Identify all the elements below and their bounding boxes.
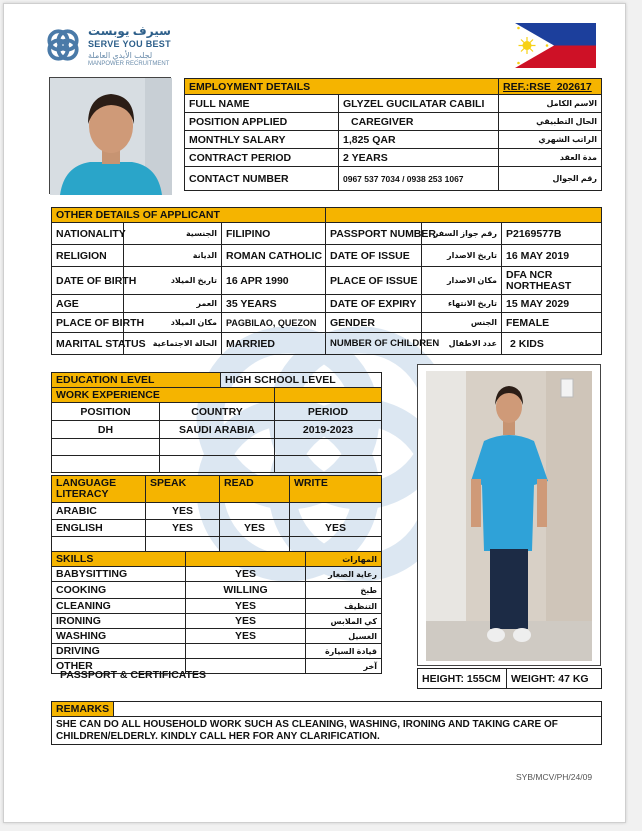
position-applied-value: CAREGIVER	[339, 113, 499, 131]
other-details-header: OTHER DETAILS OF APPLICANT	[52, 208, 326, 223]
date-of-birth-value: 16 APR 1990	[222, 267, 326, 295]
work-period-cell	[275, 456, 382, 473]
skill-value: YES	[186, 567, 306, 582]
skills-header-arabic: المهارات	[306, 552, 382, 567]
work-experience-header: WORK EXPERIENCE	[52, 388, 275, 403]
contact-number-arabic: رقم الجوال	[499, 167, 602, 191]
work-position-cell: DH	[52, 421, 160, 439]
nationality-label: NATIONALITY	[52, 223, 124, 245]
marital-status-arabic: الحالة الاجتماعية	[124, 333, 222, 355]
skill-arabic: التنظيف	[306, 599, 382, 614]
passport-number-value: P2169577B	[502, 223, 602, 245]
skill-label: IRONING	[52, 614, 186, 629]
language-read-header: READ	[220, 476, 290, 503]
gender-label: GENDER	[326, 313, 422, 333]
skill-arabic: كي الملابس	[306, 614, 382, 629]
reference-number: REF.:RSE_202617	[499, 79, 602, 95]
logo-arabic-name: سيرف يوبست	[88, 24, 171, 38]
skill-label: OTHER	[52, 659, 186, 674]
language-read-cell: YES	[220, 520, 290, 537]
work-position-cell	[52, 439, 160, 456]
contract-period-arabic: مدة العقد	[499, 149, 602, 167]
skill-label: COOKING	[52, 582, 186, 599]
gender-arabic: الجنس	[422, 313, 502, 333]
place-of-birth-label: PLACE OF BIRTH	[52, 313, 124, 333]
language-speak-cell	[146, 537, 220, 552]
work-experience-table	[51, 387, 382, 473]
applicant-photo-full-frame	[417, 364, 601, 666]
religion-value: ROMAN CATHOLIC	[222, 245, 326, 267]
work-period-cell: 2019-2023	[275, 421, 382, 439]
position-applied-label: POSITION APPLIED	[185, 113, 339, 131]
skill-value: YES	[186, 629, 306, 644]
date-of-issue-value: 16 MAY 2019	[502, 245, 602, 267]
date-of-expiry-value: 15 MAY 2029	[502, 295, 602, 313]
skill-label: BABYSITTING	[52, 567, 186, 582]
full-name-arabic: الاسم الكامل	[499, 95, 602, 113]
language-speak-cell: YES	[146, 503, 220, 520]
logo-name: SERVE YOU BEST	[88, 39, 171, 49]
language-read-cell	[220, 503, 290, 520]
skill-value: YES	[186, 614, 306, 629]
date-of-birth-arabic: تاريخ الميلاد	[124, 267, 222, 295]
language-name-cell: ENGLISH	[52, 520, 146, 537]
full-name-value: GLYZEL GUCILATAR CABILI	[339, 95, 499, 113]
applicant-photo-full	[426, 371, 592, 661]
language-write-header: WRITE	[290, 476, 382, 503]
remarks-header-fill	[114, 702, 602, 717]
other-details-header-fill	[326, 208, 602, 223]
table-row	[52, 520, 382, 537]
language-literacy-header: LANGUAGE LITERACY	[52, 476, 146, 503]
table-row	[52, 439, 382, 456]
logo-arabic-tagline: لجلب الأيدي العاملة	[88, 51, 153, 60]
place-of-birth-arabic: مكان الميلاد	[124, 313, 222, 333]
number-of-children-value: 2 KIDS	[502, 333, 602, 355]
applicant-photo-small	[49, 77, 171, 194]
weight-value: WEIGHT: 47 KG	[507, 669, 602, 689]
number-of-children-label: NUMBER OF CHILDREN	[326, 333, 422, 355]
table-row	[52, 644, 382, 659]
skills-table	[51, 551, 382, 674]
table-row	[52, 599, 382, 614]
full-name-label: FULL NAME	[185, 95, 339, 113]
passport-number-arabic: رقم جواز السفر	[422, 223, 502, 245]
height-value: HEIGHT: 155CM	[418, 669, 507, 689]
language-write-cell	[290, 537, 382, 552]
remarks-text: SHE CAN DO ALL HOUSEHOLD WORK SUCH AS CLEANING, WASHING, IRONING AND TAKING CARE OF CHILDREN/ELDERLY. KINDLY CALL HER FOR ANY CLARIFICATION.	[52, 717, 602, 745]
employment-details-table	[184, 78, 602, 191]
age-label: AGE	[52, 295, 124, 313]
position-applied-arabic: الحال التطبيقي	[499, 113, 602, 131]
monthly-salary-label: MONTHLY SALARY	[185, 131, 339, 149]
education-level-label: EDUCATION LEVEL	[52, 373, 221, 388]
work-period-cell	[275, 439, 382, 456]
place-of-issue-label: PLACE OF ISSUE	[326, 267, 422, 295]
skill-arabic: طبخ	[306, 582, 382, 599]
education-level-value: HIGH SCHOOL LEVEL	[221, 373, 382, 388]
footer-code: SYB/MCV/PH/24/09	[516, 772, 593, 782]
table-row	[52, 537, 382, 552]
number-of-children-arabic: عدد الاطفال	[422, 333, 502, 355]
language-read-cell	[220, 537, 290, 552]
age-value: 35 YEARS	[222, 295, 326, 313]
table-row	[52, 582, 382, 599]
language-speak-cell: YES	[146, 520, 220, 537]
date-of-birth-label: DATE OF BIRTH	[52, 267, 124, 295]
marital-status-value: MARRIED	[222, 333, 326, 355]
contact-number-value: 0967 537 7034 / 0938 253 1067	[339, 167, 499, 191]
language-table	[51, 475, 382, 552]
place-of-issue-value: DFA NCR NORTHEAST	[502, 267, 602, 295]
language-write-cell: YES	[290, 520, 382, 537]
contract-period-label: CONTRACT PERIOD	[185, 149, 339, 167]
skill-arabic: آخر	[306, 659, 382, 674]
table-row	[52, 456, 382, 473]
language-write-cell	[290, 503, 382, 520]
table-row	[52, 614, 382, 629]
place-of-issue-arabic: مكان الاصدار	[422, 267, 502, 295]
monthly-salary-value: 1,825 QAR	[339, 131, 499, 149]
table-row	[52, 629, 382, 644]
date-of-issue-arabic: تاريخ الاصدار	[422, 245, 502, 267]
skill-label: DRIVING	[52, 644, 186, 659]
passport-certificates-label: PASSPORT & CERTIFICATES	[60, 669, 207, 681]
table-row	[52, 503, 382, 520]
skill-label: WASHING	[52, 629, 186, 644]
religion-arabic: الديانة	[124, 245, 222, 267]
philippines-flag-icon	[515, 23, 596, 68]
remarks-table	[51, 701, 602, 745]
religion-label: RELIGION	[52, 245, 124, 267]
skill-value: WILLING	[186, 582, 306, 599]
logo-knot-icon	[44, 26, 82, 64]
language-name-cell	[52, 537, 146, 552]
gender-value: FEMALE	[502, 313, 602, 333]
table-row	[52, 567, 382, 582]
contract-period-value: 2 YEARS	[339, 149, 499, 167]
contact-number-label: CONTACT NUMBER	[185, 167, 339, 191]
marital-status-label: MARITAL STATUS	[52, 333, 124, 355]
company-logo	[44, 24, 204, 70]
monthly-salary-arabic: الراتب الشهري	[499, 131, 602, 149]
education-table	[51, 372, 382, 388]
skill-value: YES	[186, 599, 306, 614]
remarks-header: REMARKS	[52, 702, 114, 717]
place-of-birth-value: PAGBILAO, QUEZON	[222, 313, 326, 333]
nationality-value: FILIPINO	[222, 223, 326, 245]
other-details-table	[51, 207, 602, 355]
age-arabic: العمر	[124, 295, 222, 313]
date-of-expiry-label: DATE OF EXPIRY	[326, 295, 422, 313]
work-country-cell	[160, 439, 275, 456]
passport-number-label: PASSPORT NUMBER	[326, 223, 422, 245]
table-row	[52, 421, 382, 439]
cv-page	[3, 3, 626, 823]
work-position-cell	[52, 456, 160, 473]
work-country-cell	[160, 456, 275, 473]
skills-header: SKILLS	[52, 552, 186, 567]
skill-label: CLEANING	[52, 599, 186, 614]
skill-arabic: قيادة السيارة	[306, 644, 382, 659]
work-country-cell: SAUDI ARABIA	[160, 421, 275, 439]
skill-arabic: رعاية الصغار	[306, 567, 382, 582]
employment-details-header: EMPLOYMENT DETAILS	[185, 79, 499, 95]
measurements-table	[417, 668, 602, 689]
skill-value	[186, 644, 306, 659]
work-column-country: COUNTRY	[160, 403, 275, 421]
work-experience-header-fill	[275, 388, 382, 403]
date-of-issue-label: DATE OF ISSUE	[326, 245, 422, 267]
skills-header-fill	[186, 552, 306, 567]
logo-tagline: MANPOWER RECRUITMENT	[88, 61, 170, 67]
skill-arabic: الغسيل	[306, 629, 382, 644]
work-column-period: PERIOD	[275, 403, 382, 421]
nationality-arabic: الجنسية	[124, 223, 222, 245]
language-name-cell: ARABIC	[52, 503, 146, 520]
language-speak-header: SPEAK	[146, 476, 220, 503]
date-of-expiry-arabic: تاريخ الانتهاء	[422, 295, 502, 313]
work-column-position: POSITION	[52, 403, 160, 421]
